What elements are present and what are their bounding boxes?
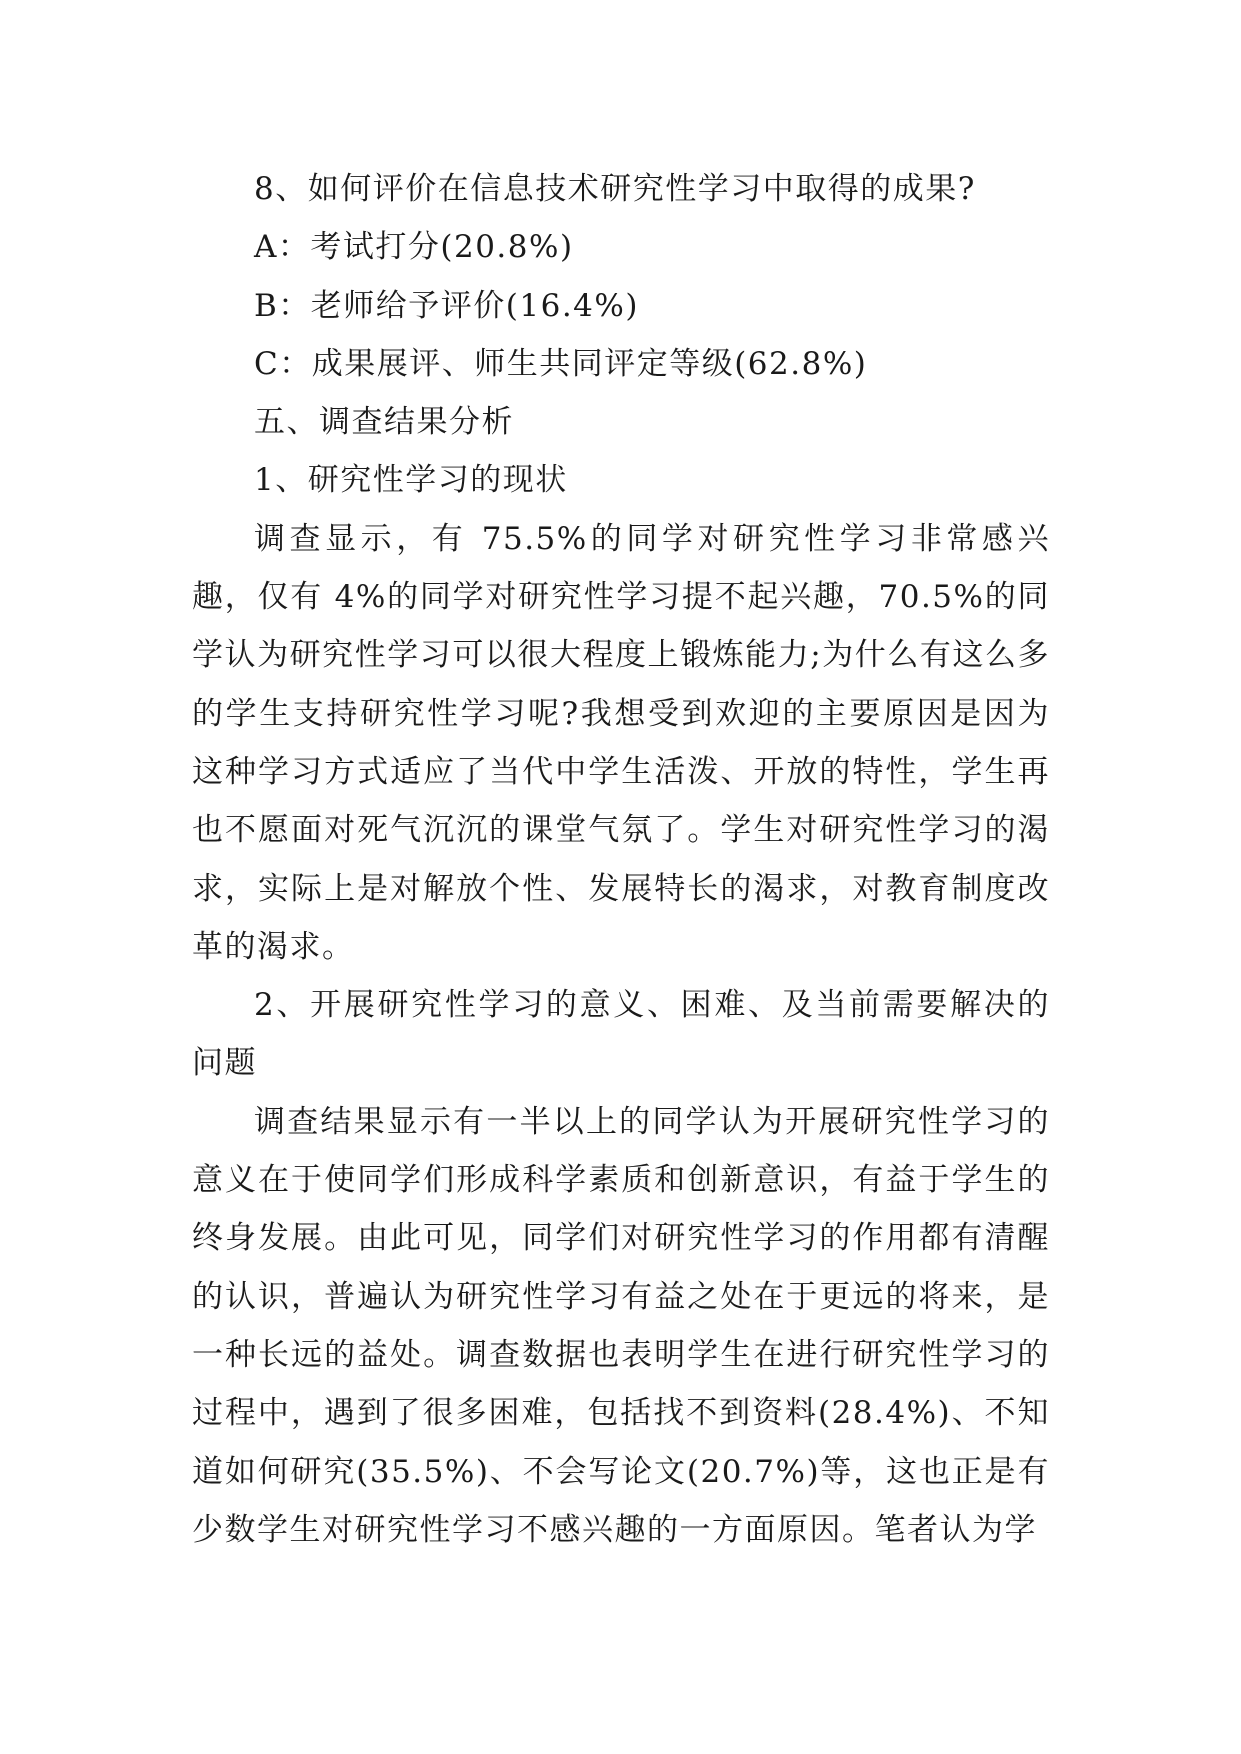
question-8-title: 8、如何评价在信息技术研究性学习中取得的成果? (254, 171, 976, 207)
paragraph-significance: 调查结果显示有一半以上的同学认为开展研究性学习的意义在于使同学们形成科学素质和创新意识，有益于学生的终身发展。由此可见，同学们对研究性学习的作用都有清醒的认识，普遍认为研究性学习有益之处在于更远的将来，是一种长远的益处。调查数据也表明学生在进行研究性学习的过程中，遇到了很多困难，包括找不到资料(28.4%)、不知道如何研究(35.5%)、不会写论文(20.7%)等，这也正是有少数学生对研究性学习不感兴趣的一方面原因。笔者认为学 (192, 1103, 1050, 1548)
section-heading-analysis: 五、调查结果分析 (254, 404, 514, 441)
subsection-heading-significance: 2、开展研究性学习的意义、困难、及当前需要解决的问题 (192, 987, 1050, 1082)
question-8-option-a: A：考试打分(20.8%) (254, 229, 574, 266)
question-8-option-c: C：成果展评、师生共同评定等级(62.8%) (254, 345, 868, 382)
document-body (192, 160, 1050, 1559)
paragraph-status: 调查显示，有 75.5%的同学对研究性学习非常感兴趣，仅有 4%的同学对研究性学习提不起兴趣，70.5%的同学认为研究性学习可以很大程度上锻炼能力;为什么有这么多的学生支持研究性学习呢?我想受到欢迎的主要原因是因为这种学习方式适应了当代中学生活泼、开放的特性，学生再也不愿面对死气沉沉的课堂气氛了。学生对研究性学习的渴求，实际上是对解放个性、发展特长的渴求，对教育制度改革的渴求。 (192, 520, 1050, 965)
subsection-heading-status: 1、研究性学习的现状 (254, 462, 568, 499)
question-8-option-b: B：老师给予评价(16.4%) (254, 287, 639, 324)
